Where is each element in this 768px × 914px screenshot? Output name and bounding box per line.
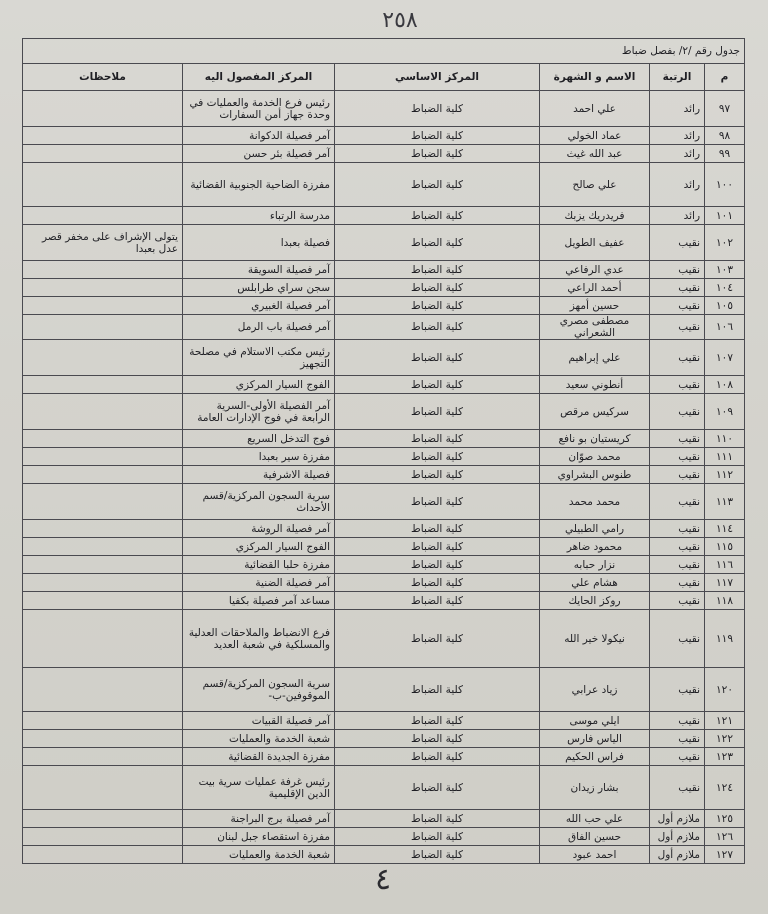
cell-rank: نقيب (650, 279, 705, 297)
cell-num: ١٢٠ (705, 668, 745, 712)
cell-name: نزار حبابه (540, 556, 650, 574)
cell-base: كلية الضباط (335, 730, 540, 748)
cell-rank: نقيب (650, 484, 705, 520)
cell-rank: نقيب (650, 668, 705, 712)
cell-name: مصطفى مصري الشعراني (540, 315, 650, 340)
cell-notes (23, 394, 183, 430)
cell-notes (23, 592, 183, 610)
cell-name: فراس الحكيم (540, 748, 650, 766)
cell-name: حسين الفاق (540, 828, 650, 846)
table-row (23, 297, 745, 315)
table-row (23, 279, 745, 297)
table-row (23, 828, 745, 846)
cell-base: كلية الضباط (335, 315, 540, 340)
cell-num: ١٢٣ (705, 748, 745, 766)
cell-num: ١٠٤ (705, 279, 745, 297)
cell-rank: رائد (650, 207, 705, 225)
cell-num: ٩٩ (705, 145, 745, 163)
cell-num: ١٠٣ (705, 261, 745, 279)
cell-notes (23, 574, 183, 592)
table-row (23, 340, 745, 376)
cell-name: هشام علي (540, 574, 650, 592)
cell-notes (23, 712, 183, 730)
cell-base: كلية الضباط (335, 574, 540, 592)
cell-base: كلية الضباط (335, 712, 540, 730)
cell-assignment: شعبة الخدمة والعمليات (183, 846, 335, 864)
cell-num: ٩٨ (705, 127, 745, 145)
cell-name: عبد الله غيث (540, 145, 650, 163)
cell-num: ١٠٩ (705, 394, 745, 430)
cell-rank: نقيب (650, 376, 705, 394)
cell-base: كلية الضباط (335, 828, 540, 846)
cell-rank: نقيب (650, 574, 705, 592)
cell-notes (23, 520, 183, 538)
cell-assignment: فوج التدخل السريع (183, 430, 335, 448)
cell-base: كلية الضباط (335, 484, 540, 520)
cell-assignment: مفرزة استقصاء جبل لبنان (183, 828, 335, 846)
cell-base: كلية الضباط (335, 340, 540, 376)
cell-assignment: سجن سراي طرابلس (183, 279, 335, 297)
cell-assignment: آمر فصيلة باب الرمل (183, 315, 335, 340)
cell-notes (23, 556, 183, 574)
cell-rank: نقيب (650, 592, 705, 610)
cell-rank: نقيب (650, 315, 705, 340)
table-row (23, 163, 745, 207)
handwritten-note: ٢٥٨ (382, 8, 418, 33)
table-row (23, 430, 745, 448)
cell-notes (23, 766, 183, 810)
cell-rank: نقيب (650, 556, 705, 574)
cell-notes (23, 484, 183, 520)
table-row (23, 538, 745, 556)
table-row (23, 225, 745, 261)
cell-num: ١١٧ (705, 574, 745, 592)
cell-rank: ملازم أول (650, 846, 705, 864)
header-row (23, 64, 745, 91)
cell-rank: رائد (650, 163, 705, 207)
table-row (23, 376, 745, 394)
cell-name: رامي الطبيلي (540, 520, 650, 538)
cell-notes (23, 810, 183, 828)
cell-num: ١٢٢ (705, 730, 745, 748)
cell-num: ١١٢ (705, 466, 745, 484)
cell-base: كلية الضباط (335, 279, 540, 297)
cell-notes (23, 538, 183, 556)
cell-assignment: آمر فصيلة الغبيري (183, 297, 335, 315)
cell-name: علي احمد (540, 91, 650, 127)
cell-base: كلية الضباط (335, 538, 540, 556)
cell-rank: نقيب (650, 730, 705, 748)
table-row (23, 394, 745, 430)
cell-rank: ملازم أول (650, 828, 705, 846)
cell-name: علي صالح (540, 163, 650, 207)
cell-rank: ملازم أول (650, 810, 705, 828)
cell-assignment: آمر فصيلة الروشة (183, 520, 335, 538)
cell-base: كلية الضباط (335, 846, 540, 864)
cell-rank: نقيب (650, 340, 705, 376)
cell-name: نيكولا خير الله (540, 610, 650, 668)
cell-rank: رائد (650, 145, 705, 163)
cell-num: ١١٣ (705, 484, 745, 520)
cell-base: كلية الضباط (335, 91, 540, 127)
table-row (23, 712, 745, 730)
cell-notes (23, 846, 183, 864)
cell-rank: نقيب (650, 712, 705, 730)
cell-rank: نقيب (650, 261, 705, 279)
cell-notes (23, 668, 183, 712)
cell-base: كلية الضباط (335, 225, 540, 261)
cell-num: ١٢٤ (705, 766, 745, 810)
table-row (23, 748, 745, 766)
cell-name: زياد عرابي (540, 668, 650, 712)
cell-name: فريدريك يزبك (540, 207, 650, 225)
table-row (23, 145, 745, 163)
cell-rank: رائد (650, 91, 705, 127)
cell-rank: نقيب (650, 225, 705, 261)
cell-num: ١٠٦ (705, 315, 745, 340)
header-rank: الرتبة (650, 64, 705, 91)
cell-base: كلية الضباط (335, 127, 540, 145)
cell-notes (23, 127, 183, 145)
cell-base: كلية الضباط (335, 810, 540, 828)
cell-notes (23, 828, 183, 846)
cell-notes (23, 279, 183, 297)
cell-assignment: شعبة الخدمة والعمليات (183, 730, 335, 748)
cell-name: علي إبراهيم (540, 340, 650, 376)
cell-num: ١٠٧ (705, 340, 745, 376)
cell-base: كلية الضباط (335, 466, 540, 484)
cell-notes (23, 163, 183, 207)
cell-num: ١٢٥ (705, 810, 745, 828)
cell-rank: نقيب (650, 610, 705, 668)
table-row (23, 668, 745, 712)
cell-base: كلية الضباط (335, 448, 540, 466)
cell-assignment: رئيس فرع الخدمة والعمليات في وحدة جهاز أمن السفارات (183, 91, 335, 127)
header-base: المركز الاساسي (335, 64, 540, 91)
officers-table (22, 38, 745, 864)
cell-base: كلية الضباط (335, 376, 540, 394)
cell-assignment: فصيلة الاشرفية (183, 466, 335, 484)
cell-base: كلية الضباط (335, 610, 540, 668)
cell-name: الياس فارس (540, 730, 650, 748)
header-num: م (705, 64, 745, 91)
cell-num: ١١٨ (705, 592, 745, 610)
cell-assignment: سرية السجون المركزية/قسم الموقوفين-ب- (183, 668, 335, 712)
cell-base: كلية الضباط (335, 556, 540, 574)
cell-num: ١١٩ (705, 610, 745, 668)
table-row (23, 466, 745, 484)
cell-notes (23, 610, 183, 668)
cell-assignment: آمر فصيلة برج البراجنة (183, 810, 335, 828)
cell-rank: نقيب (650, 520, 705, 538)
cell-rank: نقيب (650, 394, 705, 430)
cell-name: بشار زيدان (540, 766, 650, 810)
table-row (23, 127, 745, 145)
cell-base: كلية الضباط (335, 261, 540, 279)
table-row (23, 730, 745, 748)
cell-assignment: رئيس غرفة عمليات سرية بيت الدين الإقليمية (183, 766, 335, 810)
cell-num: ١٠٨ (705, 376, 745, 394)
cell-base: كلية الضباط (335, 592, 540, 610)
cell-num: ١٠٢ (705, 225, 745, 261)
cell-base: كلية الضباط (335, 520, 540, 538)
cell-num: ١١١ (705, 448, 745, 466)
title-row (23, 39, 745, 64)
cell-notes (23, 730, 183, 748)
table-body (23, 91, 745, 864)
cell-notes (23, 145, 183, 163)
table-row (23, 610, 745, 668)
table-row (23, 592, 745, 610)
table-row (23, 261, 745, 279)
cell-assignment: آمر فصيلة السويقة (183, 261, 335, 279)
cell-notes: يتولى الإشراف على مخفر قصر عدل بعبدا (23, 225, 183, 261)
cell-assignment: مساعد آمر فصيلة بكفيا (183, 592, 335, 610)
cell-name: عماد الخولي (540, 127, 650, 145)
cell-num: ١٢١ (705, 712, 745, 730)
cell-rank: نقيب (650, 748, 705, 766)
cell-rank: رائد (650, 127, 705, 145)
cell-assignment: فصيلة بعبدا (183, 225, 335, 261)
cell-assignment: سرية السجون المركزية/قسم الأحداث (183, 484, 335, 520)
cell-rank: نقيب (650, 766, 705, 810)
cell-notes (23, 448, 183, 466)
table-title: جدول رقم /٢/ بفصل ضباط (23, 39, 745, 64)
cell-notes (23, 207, 183, 225)
table-row (23, 556, 745, 574)
cell-name: روكز الحايك (540, 592, 650, 610)
cell-num: ٩٧ (705, 91, 745, 127)
cell-assignment: مفرزة الضاحية الجنوبية القضائية (183, 163, 335, 207)
table-row (23, 846, 745, 864)
cell-assignment: مفرزة حلبا القضائية (183, 556, 335, 574)
cell-name: أنطوني سعيد (540, 376, 650, 394)
cell-num: ١١٥ (705, 538, 745, 556)
cell-notes (23, 340, 183, 376)
table-row (23, 520, 745, 538)
cell-base: كلية الضباط (335, 430, 540, 448)
cell-num: ١٠٠ (705, 163, 745, 207)
cell-rank: نقيب (650, 297, 705, 315)
header-assignment: المركز المفصول اليه (183, 64, 335, 91)
cell-assignment: الفوج السيار المركزي (183, 376, 335, 394)
cell-rank: نقيب (650, 538, 705, 556)
cell-name: سركيس مرقص (540, 394, 650, 430)
cell-assignment: آمر فصيلة بئر حسن (183, 145, 335, 163)
cell-assignment: آمر فصيلة الدكوانة (183, 127, 335, 145)
cell-name: محمود ضاهر (540, 538, 650, 556)
cell-notes (23, 315, 183, 340)
cell-base: كلية الضباط (335, 394, 540, 430)
cell-name: كريستيان بو نافع (540, 430, 650, 448)
cell-name: محمد صوّان (540, 448, 650, 466)
cell-num: ١٠١ (705, 207, 745, 225)
cell-base: كلية الضباط (335, 748, 540, 766)
cell-base: كلية الضباط (335, 145, 540, 163)
cell-name: حسين أمهز (540, 297, 650, 315)
cell-notes (23, 297, 183, 315)
cell-assignment: رئيس مكتب الاستلام في مصلحة التجهيز (183, 340, 335, 376)
cell-rank: نقيب (650, 466, 705, 484)
cell-notes (23, 261, 183, 279)
cell-rank: نقيب (650, 448, 705, 466)
cell-name: عدي الرفاعي (540, 261, 650, 279)
cell-base: كلية الضباط (335, 668, 540, 712)
table-row (23, 484, 745, 520)
cell-num: ١١٠ (705, 430, 745, 448)
cell-assignment: فرع الانضباط والملاحقات العدلية والمسلكية في شعبة العديد (183, 610, 335, 668)
table-row (23, 315, 745, 340)
cell-notes (23, 466, 183, 484)
table-row (23, 448, 745, 466)
table-row (23, 574, 745, 592)
cell-num: ١٠٥ (705, 297, 745, 315)
cell-assignment: مفرزة سير بعبدا (183, 448, 335, 466)
cell-assignment: آمر الفصيلة الأولى-السرية الرابعة في فوج الإدارات العامة (183, 394, 335, 430)
table-row (23, 91, 745, 127)
header-name: الاسم و الشهرة (540, 64, 650, 91)
cell-base: كلية الضباط (335, 163, 540, 207)
cell-name: احمد عبود (540, 846, 650, 864)
cell-notes (23, 748, 183, 766)
cell-name: أحمد الراعي (540, 279, 650, 297)
cell-notes (23, 376, 183, 394)
cell-name: ايلي موسى (540, 712, 650, 730)
table-row (23, 207, 745, 225)
cell-name: طنوس البشراوي (540, 466, 650, 484)
cell-assignment: الفوج السيار المركزي (183, 538, 335, 556)
cell-num: ١١٤ (705, 520, 745, 538)
cell-assignment: مفرزة الجديدة القضائية (183, 748, 335, 766)
cell-num: ١١٦ (705, 556, 745, 574)
cell-name: محمد محمد (540, 484, 650, 520)
cell-num: ١٢٧ (705, 846, 745, 864)
cell-base: كلية الضباط (335, 766, 540, 810)
cell-name: عفيف الطويل (540, 225, 650, 261)
cell-notes (23, 430, 183, 448)
cell-rank: نقيب (650, 430, 705, 448)
cell-assignment: مدرسة الرتباء (183, 207, 335, 225)
cell-name: علي حب الله (540, 810, 650, 828)
table-row (23, 766, 745, 810)
cell-base: كلية الضباط (335, 207, 540, 225)
cell-num: ١٢٦ (705, 828, 745, 846)
cell-notes (23, 91, 183, 127)
cell-assignment: آمر فصيلة القبيات (183, 712, 335, 730)
cell-base: كلية الضباط (335, 297, 540, 315)
page-number: ٤ (374, 862, 392, 897)
table-row (23, 810, 745, 828)
cell-assignment: آمر فصيلة الضنية (183, 574, 335, 592)
header-notes: ملاحظات (23, 64, 183, 91)
